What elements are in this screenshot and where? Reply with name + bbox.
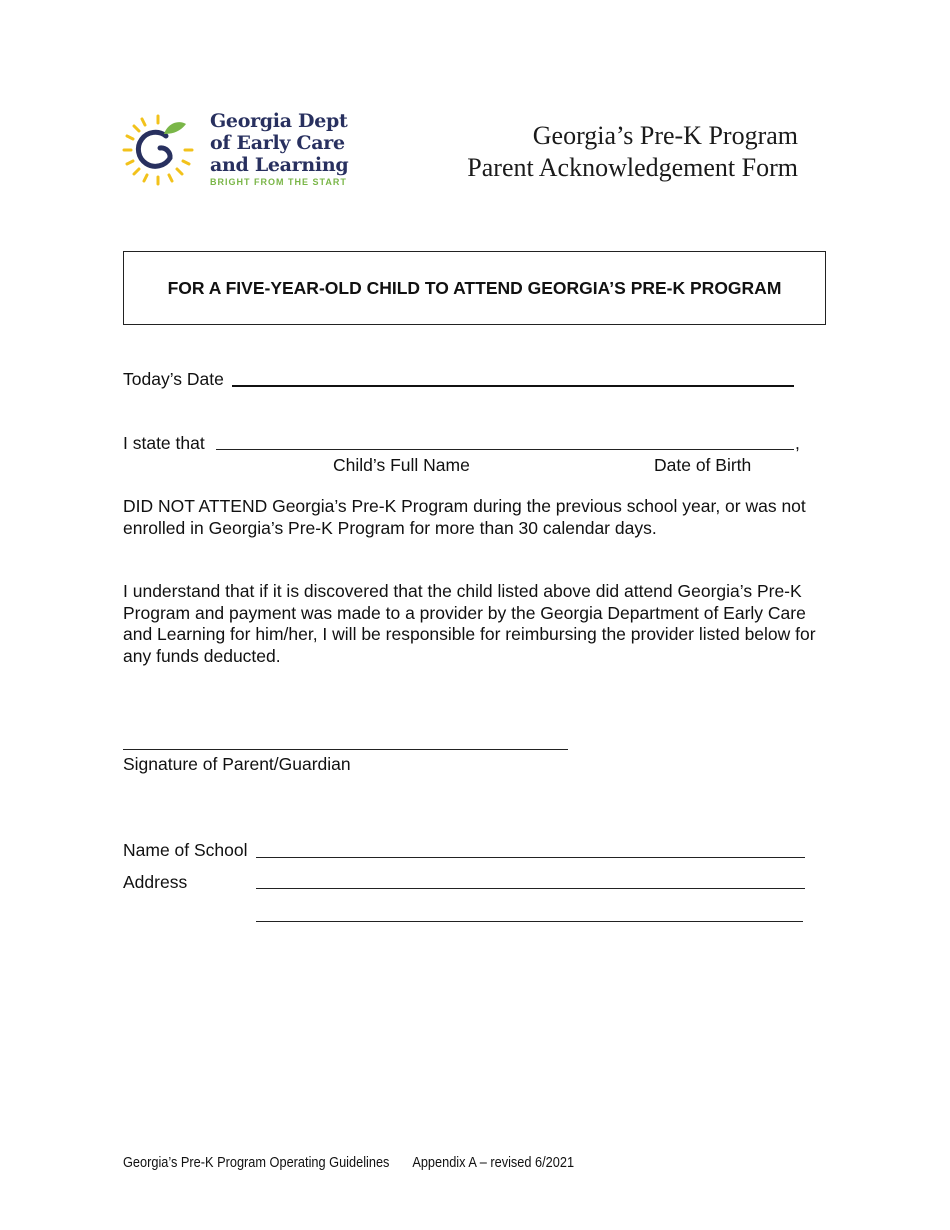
reimbursement-statement: I understand that if it is discovered that the child listed above did attend Georgia’s Pre-K Program and payment was made to a provider by the Georgia Department of Early Care and Learning for him/her, I will be responsible for reimbursing the provider listed below for any funds deducted. <box>123 581 816 667</box>
address-label: Address <box>123 872 188 892</box>
school-field[interactable] <box>256 857 805 858</box>
form-heading: FOR A FIVE-YEAR-OLD CHILD TO ATTEND GEORGIA’S PRE-K PROGRAM <box>123 251 826 325</box>
address-field-line1[interactable] <box>256 888 805 889</box>
date-label: Today’s Date <box>123 369 224 389</box>
footer-appendix: Appendix A – revised 6/2021 <box>412 1155 575 1171</box>
attendance-statement: DID NOT ATTEND Georgia’s Pre-K Program during the previous school year, or was not enrolled in Georgia’s Pre-K Program for more than 30 calendar days. <box>123 496 806 538</box>
child-name-dob-field[interactable] <box>216 449 794 450</box>
signature-caption: Signature of Parent/Guardian <box>123 754 351 774</box>
form-title <box>467 120 798 184</box>
logo-tagline: BRIGHT FROM THE START <box>210 177 347 187</box>
footer-guidelines: Georgia’s Pre-K Program Operating Guidelines <box>123 1155 390 1171</box>
state-comma: , <box>795 433 800 453</box>
dob-caption: Date of Birth <box>654 455 752 475</box>
logo-wordmark: Georgia Dept of Early Care and Learning <box>210 110 349 176</box>
signature-field[interactable] <box>123 749 568 750</box>
address-field-line2[interactable] <box>256 921 803 922</box>
child-name-caption: Child’s Full Name <box>333 455 470 475</box>
decal-logo <box>120 108 352 190</box>
form-name: Parent Acknowledgement Form <box>467 153 798 182</box>
program-name: Georgia’s Pre-K Program <box>532 121 798 150</box>
page-footer <box>123 1155 574 1171</box>
sun-apple-icon <box>120 112 196 188</box>
date-field[interactable] <box>232 385 794 387</box>
state-label: I state that <box>123 433 205 453</box>
school-label: Name of School <box>123 840 248 860</box>
